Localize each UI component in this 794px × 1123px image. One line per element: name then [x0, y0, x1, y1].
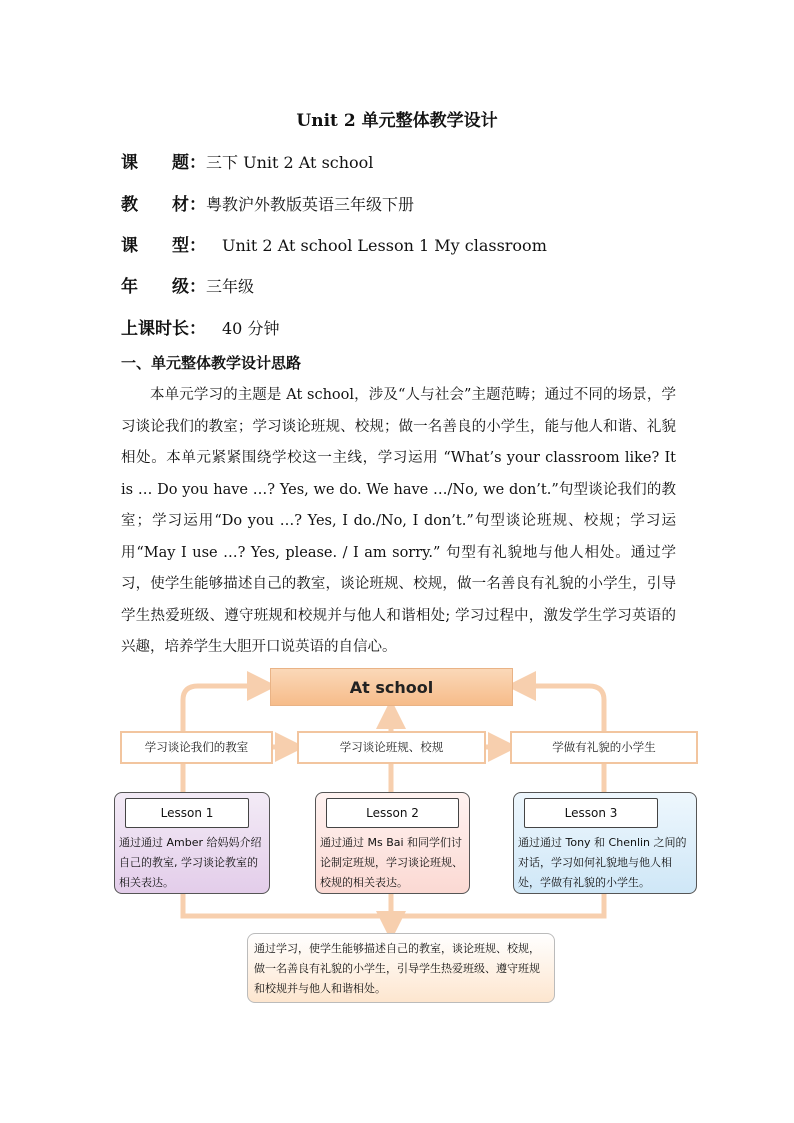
field-grade-value: 三年级 [206, 277, 255, 296]
section-paragraph: 本单元学习的主题是 At school，涉及“人与社会”主题范畴；通过不同的场景，学习谈论我们的教室；学习谈论班规、校规；做一名善良的小学生，能与他人和谐、礼貌相处。本单元紧紧围绕学校这一主线，学习运用 “What’s your classroom like? It is … Do you have …? Yes, we do. We have …/No, we don’t.”句型谈论我们的教室；学习运用“Do you …? Yes, I do./No, I don’t.”句型谈论班规、校规；学习运用“May I use …? Yes, please. / I am sorry.” 句型有礼貌地与他人相处。通过学习，使学生能够描述自己的教室，谈论班规、校规，做一名善良有礼貌的小学生，引导学生热爱班级、遵守班规和校规并与他人和谐相处; 学习过程中，激发学生学习英语的兴趣，培养学生大胆开口说英语的自信心。 [121, 387, 676, 655]
summary-node: 通过学习，使学生能够描述自己的教室，谈论班规、校规，做一名善良有礼貌的小学生，引导学生热爱班级、遵守班规和校规并与他人和谐相处。 [247, 933, 555, 1003]
section-heading: 一、单元整体教学设计思路 [121, 354, 302, 372]
arrow-topic1-to-center [183, 686, 262, 731]
lesson-card-2 [315, 792, 470, 894]
field-grade-label: 年 级： [121, 277, 206, 297]
lesson-1-desc: 通过通过 Amber 给妈妈介绍自己的教室, 学习谈论教室的相关表达。 [119, 836, 262, 889]
arrow-topic3-to-center [521, 686, 604, 731]
lesson-card-1 [114, 792, 270, 894]
field-topic-value: 三下 Unit 2 At school [206, 153, 374, 172]
lesson-3-desc: 通过通过 Tony 和 Chenlin 之间的对话，学习如何礼貌地与他人相处，学做有礼貌的小学生。 [518, 836, 687, 889]
lesson-2-desc: 通过通过 Ms Bai 和同学们讨论制定班规，学习谈论班规、校规的相关表达。 [320, 836, 463, 889]
lesson-1-label: Lesson 1 [125, 798, 249, 828]
field-duration-value: 40 分钟 [206, 319, 280, 338]
field-lesson-type-value: Unit 2 At school Lesson 1 My classroom [206, 236, 547, 255]
field-duration-label: 上课时长： [121, 319, 206, 339]
lesson-card-3 [513, 792, 697, 894]
topic-node-3: 学做有礼貌的小学生 [510, 731, 698, 764]
field-lesson-type-label: 课 型： [121, 236, 206, 256]
field-textbook-label: 教 材： [121, 195, 206, 215]
field-topic-label: 课 题： [121, 153, 206, 173]
lesson-2-label: Lesson 2 [326, 798, 459, 828]
field-textbook-value: 粤教沪外教版英语三年级下册 [206, 195, 415, 214]
lesson-3-label: Lesson 3 [524, 798, 658, 828]
document-title: Unit 2 单元整体教学设计 [296, 111, 498, 131]
topic-node-2: 学习谈论班规、校规 [297, 731, 486, 764]
topic-node-1: 学习谈论我们的教室 [120, 731, 273, 764]
center-node: At school [270, 668, 513, 706]
